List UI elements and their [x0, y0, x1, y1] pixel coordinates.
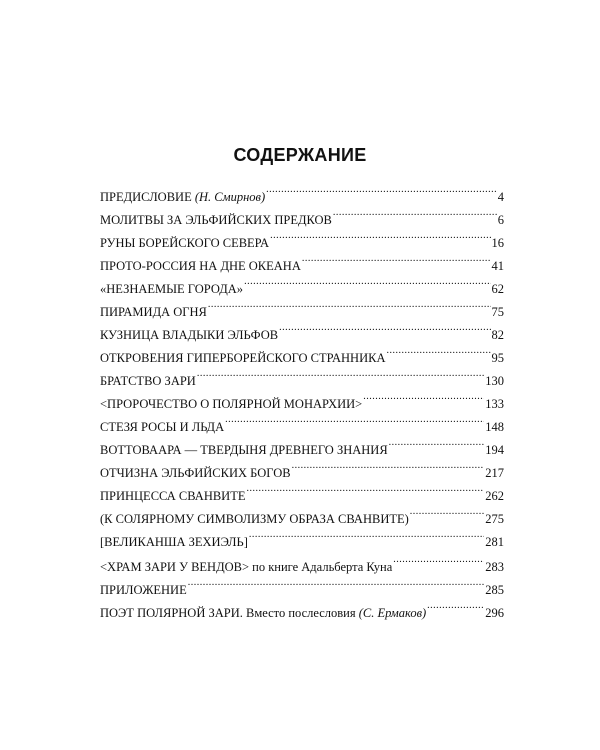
toc-entry-author: (Н. Смирнов)	[194, 190, 266, 204]
toc-entry-title: ПИРАМИДА ОГНЯ	[100, 305, 207, 319]
toc-dot-leader	[246, 477, 484, 500]
toc-dot-leader	[266, 178, 497, 201]
table-of-contents	[100, 178, 504, 620]
toc-entry-title: ПРОТО-РОССИЯ НА ДНЕ ОКЕАНА	[100, 259, 301, 273]
toc-entry-page: 217	[485, 466, 504, 480]
toc-entry-title: РУНЫ БОРЕЙСКОГО СЕВЕРА	[100, 236, 270, 250]
toc-entry-title: БРАТСТВО ЗАРИ	[100, 374, 196, 388]
toc-entry-page: 262	[485, 489, 504, 503]
toc-entry-page: 62	[491, 282, 504, 296]
toc-entry-title: <ХРАМ ЗАРИ У ВЕНДОВ> по книге Адальберта Куна	[100, 560, 393, 574]
toc-entry-page: 75	[491, 305, 504, 319]
toc-entry-title: [ВЕЛИКАНША ЗЕХИЭЛЬ]	[100, 535, 248, 549]
toc-dot-leader	[302, 247, 491, 270]
toc-entry-title: ПРИНЦЕССА СВАНВИТЕ	[100, 489, 246, 503]
toc-entry-title: <ПРОРОЧЕСТВО О ПОЛЯРНОЙ МОНАРХИИ>	[100, 397, 363, 411]
toc-dot-leader	[197, 362, 484, 385]
toc-dot-leader	[279, 316, 490, 339]
toc-entry-page: 281	[485, 535, 504, 549]
toc-entry-page: 148	[485, 420, 504, 434]
toc-entry-page: 41	[491, 259, 504, 273]
toc-entry-page: 285	[485, 583, 504, 597]
toc-entry-page: 4	[497, 190, 504, 204]
toc-entry-title-main: ПОЭТ ПОЛЯРНОЙ ЗАРИ. Вместо послесловия	[100, 606, 359, 620]
toc-entry-page: 275	[485, 512, 504, 526]
toc-dot-leader	[270, 224, 490, 247]
toc-entry-title: ОТКРОВЕНИЯ ГИПЕРБОРЕЙСКОГО СТРАННИКА	[100, 351, 386, 365]
page-title: СОДЕРЖАНИЕ	[233, 145, 367, 165]
toc-dot-leader	[363, 385, 484, 408]
toc-entry-title: ПРИЛОЖЕНИЕ	[100, 583, 187, 597]
toc-entry-page: 296	[485, 606, 504, 620]
toc-entry-page: 194	[485, 443, 504, 457]
toc-entry-title: СТЕЗЯ РОСЫ И ЛЬДА	[100, 420, 225, 434]
toc-entry-page: 6	[497, 213, 504, 227]
toc-dot-leader	[333, 201, 497, 224]
toc-dot-leader	[389, 431, 485, 454]
toc-dot-leader	[244, 270, 490, 293]
toc-dot-leader	[225, 408, 484, 431]
toc-entry-page: 95	[491, 351, 504, 365]
toc-dot-leader	[188, 571, 485, 594]
toc-dot-leader	[427, 594, 484, 617]
toc-dot-leader	[249, 523, 484, 546]
toc-entry	[100, 178, 504, 204]
toc-entry-title: (К СОЛЯРНОМУ СИМВОЛИЗМУ ОБРАЗА СВАНВИТЕ)	[100, 512, 409, 526]
toc-entry-page: 16	[491, 236, 504, 250]
toc-entry-page: 133	[485, 397, 504, 411]
toc-dot-leader	[292, 454, 485, 477]
toc-entry-page: 130	[485, 374, 504, 388]
toc-entry-title	[100, 602, 426, 625]
toc-dot-leader	[386, 339, 490, 362]
toc-dot-leader	[410, 500, 484, 523]
toc-dot-leader	[208, 293, 491, 316]
toc-dot-leader	[393, 548, 484, 571]
toc-entry-title: «НЕЗНАЕМЫЕ ГОРОДА»	[100, 282, 244, 296]
toc-entry-page: 283	[485, 560, 504, 574]
toc-entry-title: КУЗНИЦА ВЛАДЫКИ ЭЛЬФОВ	[100, 328, 279, 342]
toc-entry-title-main: ПРЕДИСЛОВИЕ	[100, 190, 195, 204]
toc-entry-title: ВОТТОВААРА — ТВЕРДЫНЯ ДРЕВНЕГО ЗНАНИЯ	[100, 443, 388, 457]
toc-entry-author: (С. Ермаков)	[358, 606, 427, 620]
toc-entry-page: 82	[491, 328, 504, 342]
toc-entry-title: МОЛИТВЫ ЗА ЭЛЬФИЙСКИХ ПРЕДКОВ	[100, 213, 332, 227]
toc-entry-title	[100, 186, 265, 209]
toc-entry-title: ОТЧИЗНА ЭЛЬФИЙСКИХ БОГОВ	[100, 466, 291, 480]
